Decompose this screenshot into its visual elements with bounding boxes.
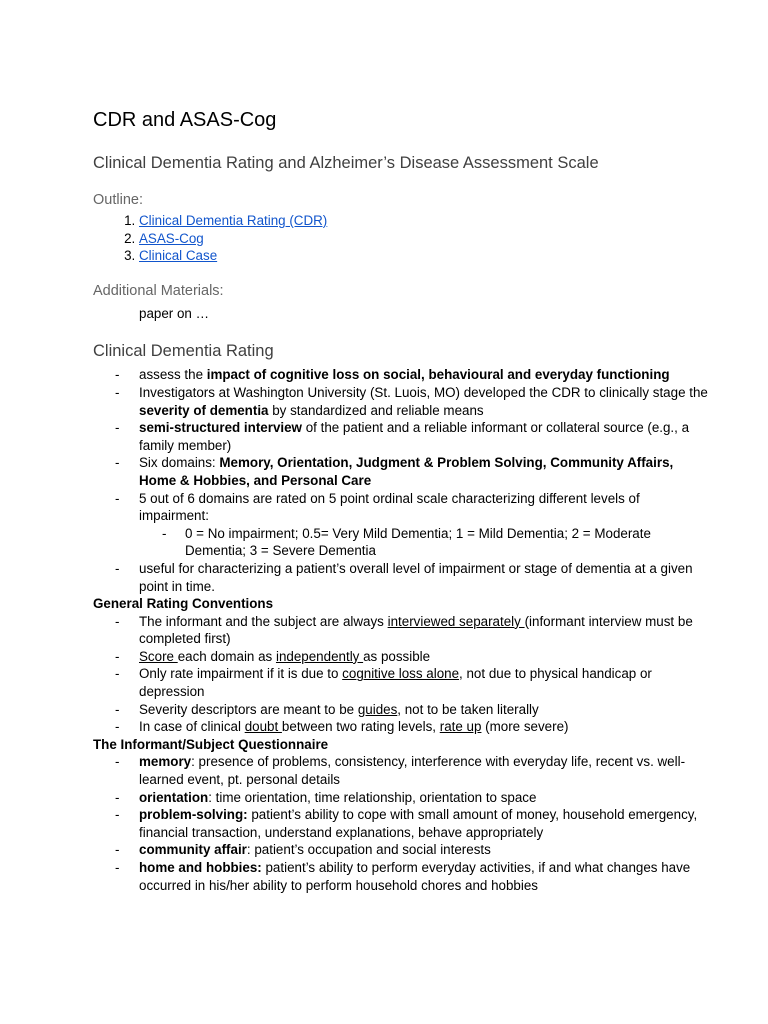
outline-label: Outline:	[93, 192, 143, 208]
outline-list	[93, 212, 708, 265]
cdr-bullet-2-bold: severity of dementia	[139, 402, 269, 418]
questionnaire-item-home-hobbies-term: home and hobbies:	[139, 860, 262, 875]
questionnaire-item-problem-solving-text: patient’s ability to cope with small amount of money, household emergency, financial transaction, understand explanations, behave appropriately	[139, 807, 698, 840]
convention-3-post: , not due to physical handicap or depression	[139, 666, 652, 700]
informant-subject-questionnaire-heading: The Informant/Subject Questionnaire	[93, 736, 329, 752]
cdr-bullet-3-post: of the patient and a reliable informant or collateral source (e.g., a family member)	[139, 420, 690, 453]
questionnaire-item-orientation-term: orientation	[139, 789, 209, 805]
convention-3-text: Only rate impairment if it is due to	[139, 666, 343, 682]
convention-1	[93, 613, 708, 648]
convention-1-post: (informant interview must be completed first)	[139, 613, 693, 647]
cdr-scale-item	[93, 525, 708, 560]
cdr-bullet-6-text: useful for characterizing a patient’s overall level of impairment or stage of dementia at a given point in time.	[139, 560, 693, 594]
questionnaire-item-community-affair-text: : patient’s occupation and social interests	[246, 842, 491, 858]
convention-4-post: , not to be taken literally	[397, 701, 539, 717]
questionnaire-item-problem-solving	[93, 806, 708, 841]
questionnaire-item-community-affair	[93, 841, 708, 859]
questionnaire-item-orientation	[93, 789, 708, 807]
convention-5	[93, 718, 708, 736]
convention-5-underline-2: rate up	[439, 719, 482, 735]
additional-materials-text: paper on …	[139, 305, 209, 321]
outline-link-clinical-case[interactable]: Clinical Case	[139, 248, 218, 264]
convention-5-text-mid: between two rating levels,	[281, 719, 440, 735]
convention-1-text: The informant and the subject are always	[139, 613, 388, 629]
convention-5-post: (more severe)	[481, 719, 569, 735]
questionnaire-item-memory-text: : presence of problems, consistency, interference with everyday life, recent vs. well-learned event, pt. personal details	[139, 754, 686, 788]
cdr-scale-text: 0 = No impairment; 0.5= Very Mild Dementia; 1 = Mild Dementia; 2 = Moderate Dementia; 3 = Severe Dementia	[185, 525, 651, 559]
outline-link-asas-cog[interactable]: ASAS-Cog	[139, 230, 204, 246]
convention-3-underline: cognitive loss alone	[342, 666, 460, 682]
cdr-bullet-4-bold: Memory, Orientation, Judgment & Problem Solving, Community Affairs, Home & Hobbies, and Personal Care	[139, 455, 674, 488]
cdr-bullet-2	[93, 384, 708, 419]
convention-5-underline-1: doubt	[244, 719, 282, 735]
questionnaire-item-home-hobbies-text: patient’s ability to perform everyday activities, if and what changes have occurred in his/her ability to perform household chores and hobbies	[139, 860, 691, 893]
document-subtitle: Clinical Dementia Rating and Alzheimer’s Disease Assessment Scale	[93, 154, 599, 172]
general-rating-conventions-heading: General Rating Conventions	[93, 596, 274, 612]
convention-2-post: as possible	[363, 648, 431, 664]
questionnaire-item-memory	[93, 753, 708, 788]
convention-4-text: Severity descriptors are meant to be	[139, 701, 358, 717]
cdr-bullet-3	[93, 419, 708, 454]
convention-4	[93, 701, 708, 719]
convention-2-underline-1: Score	[139, 648, 178, 664]
questionnaire-item-problem-solving-term: problem-solving:	[139, 807, 248, 823]
questionnaire-item-community-affair-term: community affair	[139, 842, 247, 858]
additional-materials-label: Additional Materials:	[93, 282, 224, 299]
cdr-bullet-1	[93, 366, 708, 384]
convention-5-text: In case of clinical	[139, 719, 245, 735]
convention-2-text: each domain as	[177, 648, 276, 664]
outline-link-cdr[interactable]: Clinical Dementia Rating (CDR)	[139, 213, 328, 228]
rating-conventions-list	[93, 613, 708, 736]
convention-2-underline-2: independently	[275, 648, 364, 664]
outline-item-asas-cog	[139, 230, 708, 248]
convention-4-underline: guides	[357, 701, 398, 717]
document-title: CDR and ASAS-Cog	[93, 109, 277, 131]
convention-2	[93, 648, 708, 666]
cdr-heading: Clinical Dementia Rating	[93, 342, 274, 361]
questionnaire-item-orientation-text: : time orientation, time relationship, orientation to space	[208, 789, 537, 805]
cdr-bullet-5	[93, 490, 708, 525]
convention-1-underline: interviewed separately	[387, 613, 525, 629]
questionnaire-list	[93, 753, 708, 894]
cdr-sublist	[93, 525, 708, 560]
convention-3	[93, 665, 708, 700]
cdr-bullet-2-text: Investigators at Washington University (St. Luois, MO) developed the CDR to clinically stage the	[139, 384, 708, 400]
cdr-bullet-2-post: by standardized and reliable means	[268, 402, 484, 418]
outline-item-cdr	[139, 212, 708, 230]
cdr-bullet-5-text: 5 out of 6 domains are rated on 5 point ordinal scale characterizing different levels of impairment:	[139, 490, 640, 524]
cdr-bullet-4-text: Six domains:	[139, 455, 220, 471]
cdr-list	[93, 366, 708, 524]
cdr-bullet-3-bold: semi-structured interview	[139, 420, 302, 436]
cdr-bullet-4	[93, 454, 708, 489]
cdr-list-continued	[93, 560, 708, 595]
questionnaire-item-home-hobbies	[93, 859, 708, 894]
cdr-bullet-6	[93, 560, 708, 595]
cdr-bullet-1-text: assess the	[139, 367, 207, 383]
outline-item-clinical-case	[139, 247, 708, 265]
cdr-bullet-1-bold: impact of cognitive loss on social, behavioural and everyday functioning	[206, 367, 670, 383]
questionnaire-item-memory-term: memory	[139, 754, 192, 770]
